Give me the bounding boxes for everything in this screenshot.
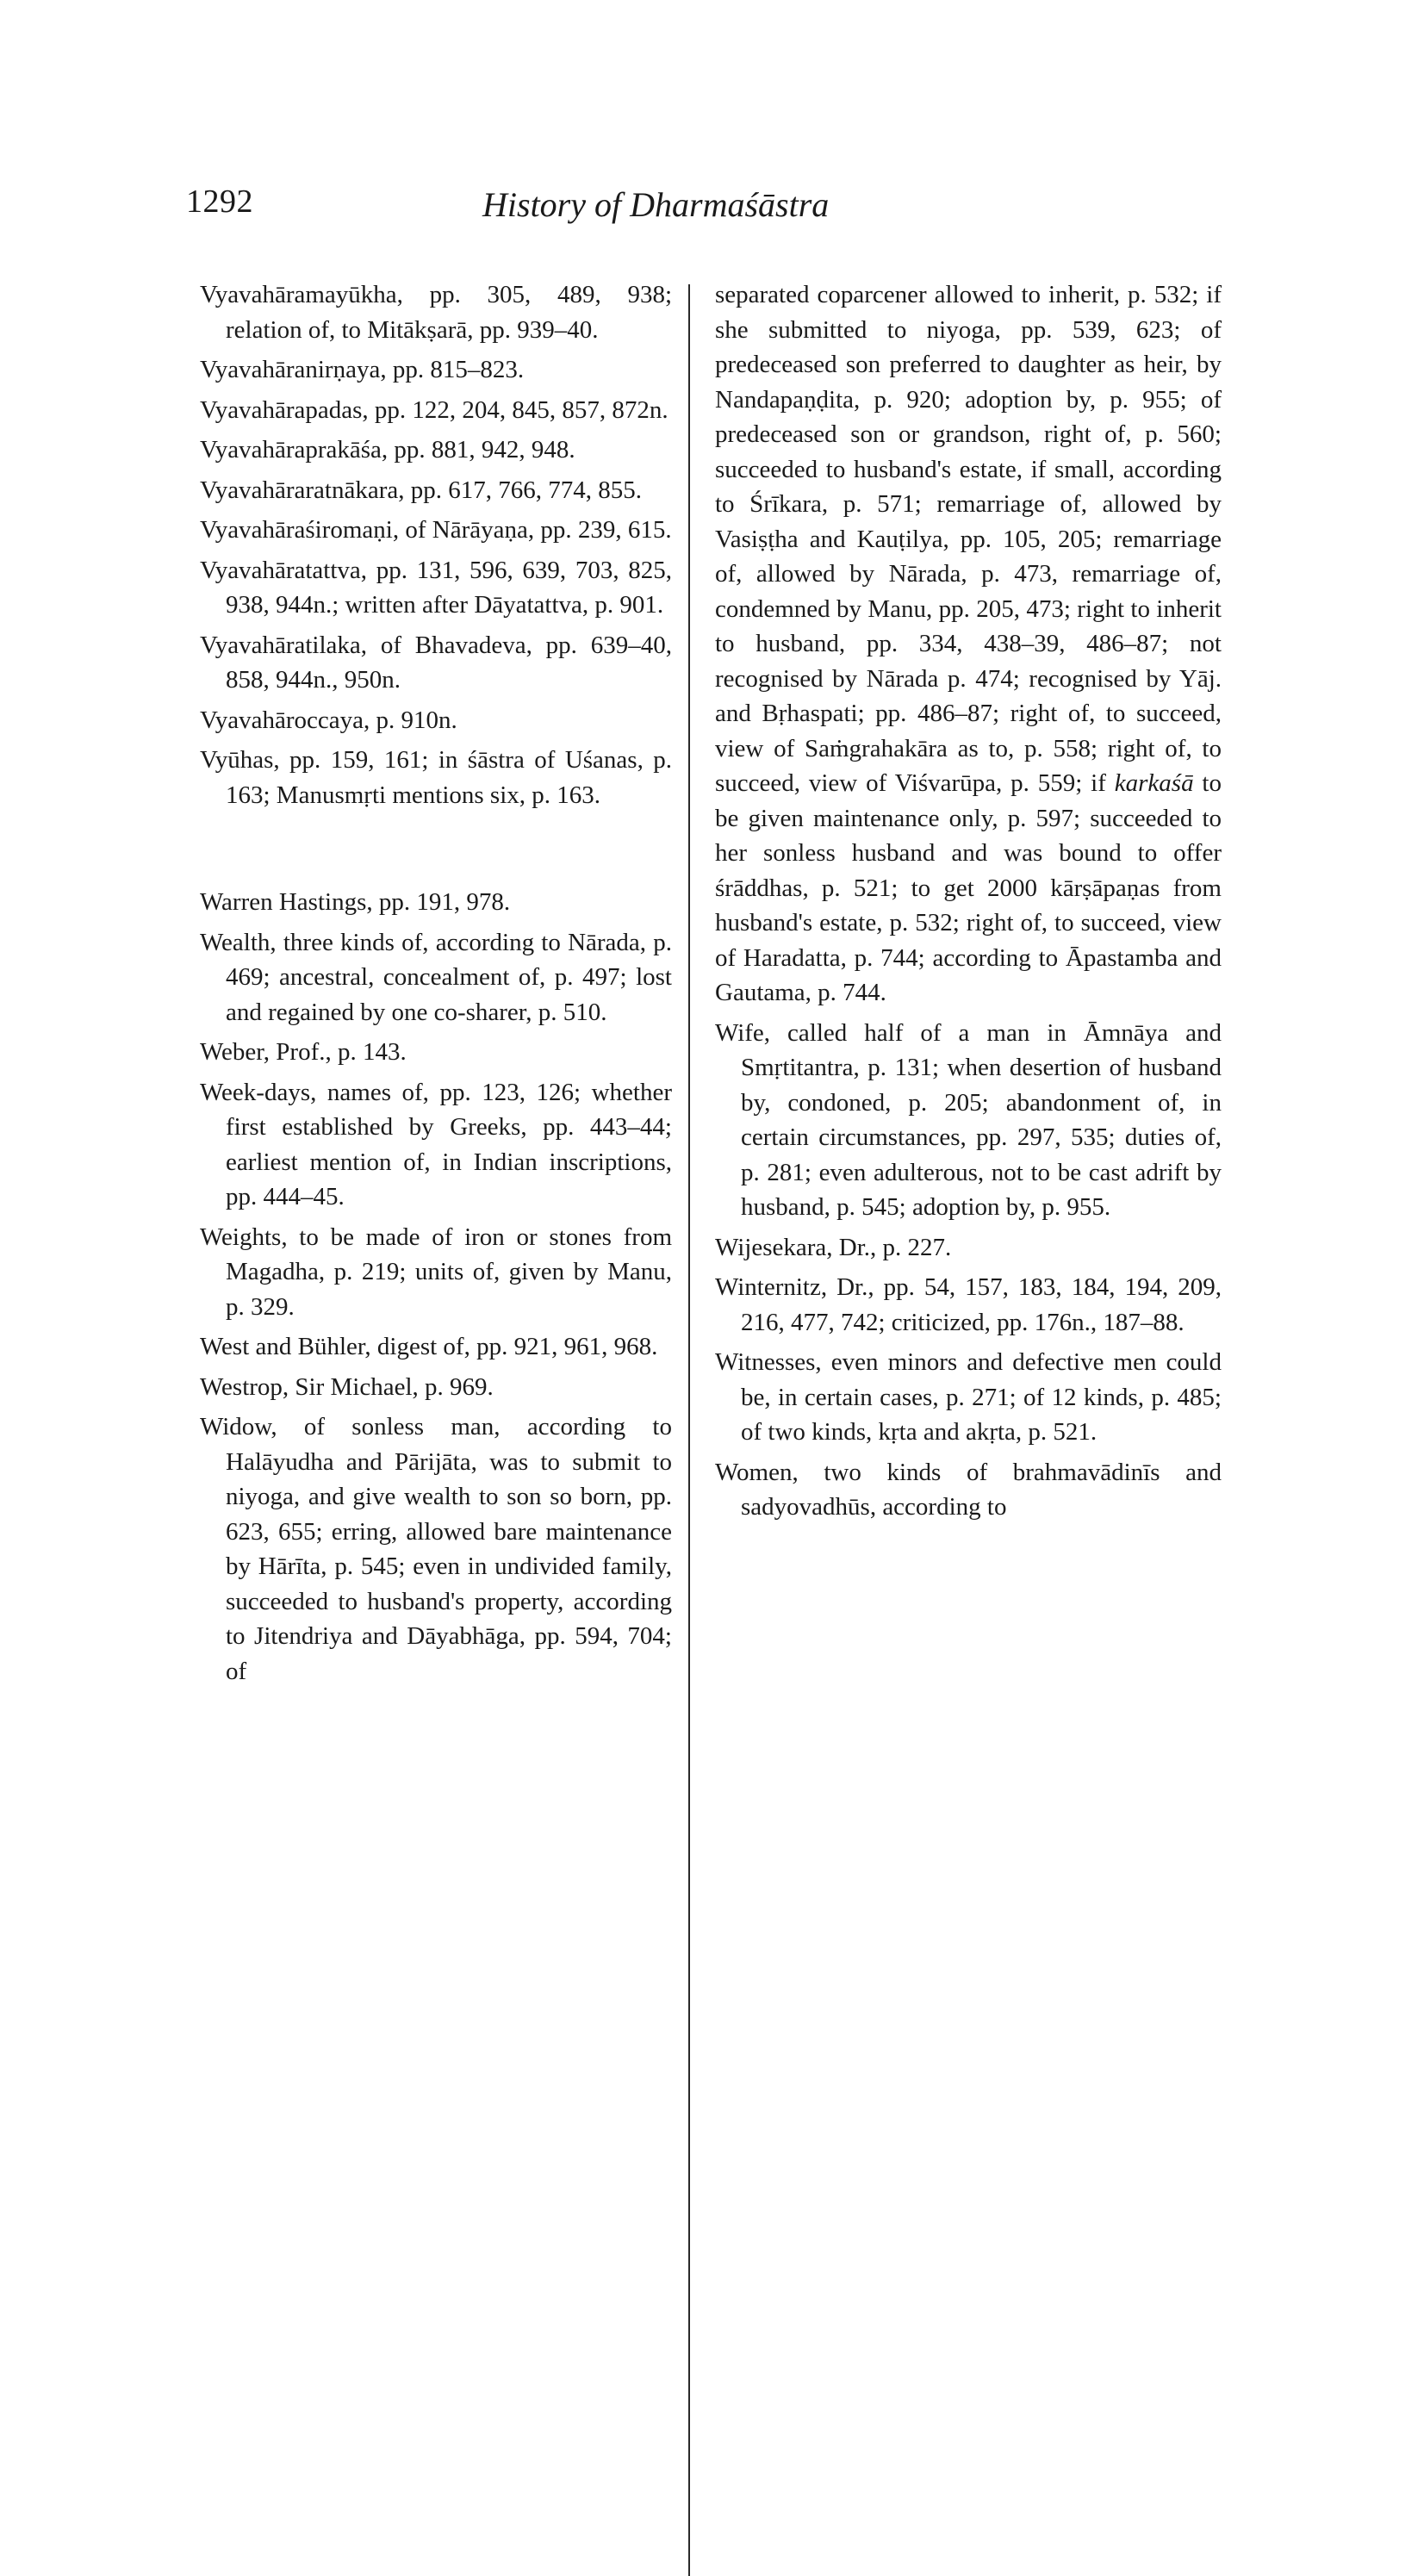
italic-term: karkaśā [1114, 769, 1194, 797]
index-entry: Vyavahāranirṇaya, pp. 815–823. [200, 356, 525, 383]
index-entry: Vyavahāramayūkha, pp. 305, 489, 938; relation of, to Mitākṣarā, pp. 939–40. [200, 281, 672, 344]
index-entry-continuation [715, 277, 1222, 1011]
index-entry: Vyavahāraśiromaṇi, of Nārāyaṇa, pp. 239, 615. [200, 516, 672, 544]
continuation-text-a: separated coparcener allowed to inherit, p. 532; if she submitted to niyoga, pp. 539, 623; of predeceased son preferred to daughter as heir, by Nandapaṇḍita, p. 920; adoption by, p. 955; of predeceased son or grandson, right of, p. 560; succeeded to husband's estate, if small, according to Śrīkara, p. 571; remarriage of, allowed by Vasiṣṭha and Kauṭilya, pp. 105, 205; remarriage of, allowed by Nārada, p. 473, remarriage of, condemned by Manu, pp. 205, 473; right to inherit to husband, pp. 334, 438–39, 486–87; not recognised by Nārada p. 474; recognised by Yāj. and Bṛhaspati; pp. 486–87; right of, to succeed, view of Saṁgrahakāra as to, p. 558; right of, to succeed, view of Viśvarūpa, p. 559; if [715, 281, 1222, 797]
index-entry: Vyavahāraprakāśa, pp. 881, 942, 948. [200, 436, 575, 464]
index-entry: Westrop, Sir Michael, p. 969. [200, 1372, 494, 1401]
index-entry: Wijesekara, Dr., p. 227. [715, 1233, 952, 1261]
continuation-text-b: to be given maintenance only, p. 597; succeeded to her sonless husband and was bound to offer śrāddhas, p. 521; to get 2000 kārṣāpaṇas from husband's estate, p. 532; right of, to succeed, view of Haradatta, p. 744; according to Āpastamba and Gautama, p. 744. [715, 769, 1222, 1006]
index-entry: Witnesses, even minors and defective men could be, in certain cases, p. 271; of 12 kinds, p. 485; of two kinds, kṛta and akṛta, p. 521. [715, 1348, 1222, 1446]
index-entry: Wealth, three kinds of, according to Nārada, p. 469; ancestral, concealment of, p. 497; lost and regained by one co-sharer, p. 510. [200, 928, 672, 1026]
index-entry: Vyavahāraratnākara, pp. 617, 766, 774, 855. [200, 476, 642, 504]
index-entry: Week-days, names of, pp. 123, 126; whether first established by Greeks, pp. 443–44; earliest mention of, in Indian inscriptions, pp. 444–45. [200, 1078, 672, 1210]
index-entry: Wife, called half of a man in Āmnāya and Smṛtitantra, p. 131; when desertion of husband by, condoned, p. 205; abandonment of, in certain circumstances, pp. 297, 535; duties of, p. 281; even adulterous, not to be cast adrift by husband, p. 545; adoption by, p. 955. [715, 1018, 1222, 1221]
left-column [200, 277, 672, 1694]
index-entry: Vyavahārapadas, pp. 122, 204, 845, 857, 872n. [200, 395, 668, 424]
column-divider [688, 284, 690, 2576]
index-entry: Vyūhas, pp. 159, 161; in śāstra of Uśanas, p. 163; Manusmṛti mentions six, p. 163. [200, 746, 672, 809]
index-entry: Vyavahāratilaka, of Bhavadeva, pp. 639–40, 858, 944n., 950n. [200, 631, 672, 694]
index-entry: Warren Hastings, pp. 191, 978. [200, 888, 511, 916]
running-title: History of Dharmaśāstra [482, 185, 830, 224]
right-column [715, 277, 1222, 1530]
section-gap [200, 818, 672, 885]
index-entry: Weber, Prof., p. 143. [200, 1038, 407, 1066]
index-entry: Vyavahāratattva, pp. 131, 596, 639, 703, 825, 938, 944n.; written after Dāyatattva, p. 901. [200, 556, 672, 619]
page-number: 1292 [186, 184, 253, 220]
index-entry: West and Bühler, digest of, pp. 921, 961, 968. [200, 1333, 658, 1360]
index-entry: Vyavahāroccaya, p. 910n. [200, 706, 457, 734]
index-entry: Weights, to be made of iron or stones from Magadha, p. 219; units of, given by Manu, p. 329. [200, 1223, 672, 1321]
index-entry: Women, two kinds of brahmavādinīs and sadyovadhūs, according to [715, 1458, 1222, 1521]
index-entry: Widow, of sonless man, according to Halāyudha and Pārijāta, was to submit to niyoga, and give wealth to son so born, pp. 623, 655; erring, allowed bare maintenance by Hārīta, p. 545; even in undivided family, succeeded to husband's property, according to Jitendriya and Dāyabhāga, pp. 594, 704; of [200, 1413, 672, 1685]
index-entry: Winternitz, Dr., pp. 54, 157, 183, 184, 194, 209, 216, 477, 742; criticized, pp. 176n., 187–88. [715, 1273, 1222, 1336]
